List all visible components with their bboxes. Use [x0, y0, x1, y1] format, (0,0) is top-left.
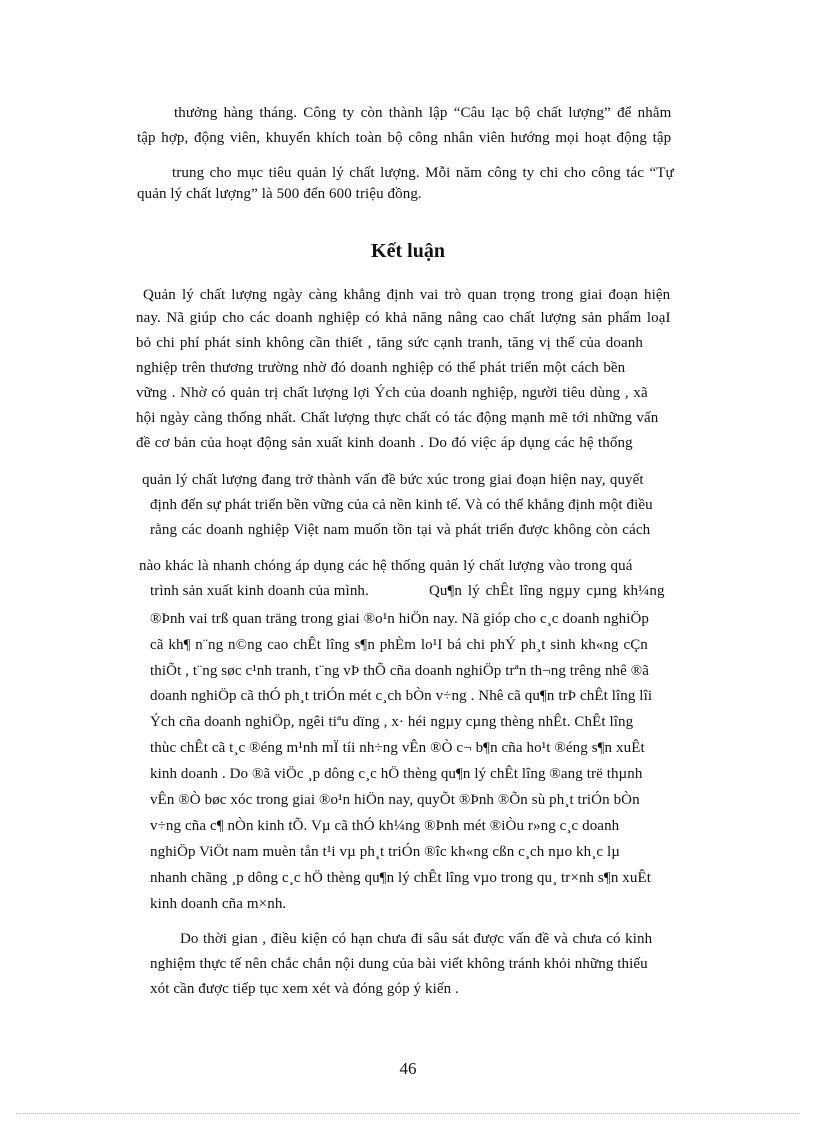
body-line: nhanh chãng ¸p dông c¸c hÖ thèng qu¶n lý chÊt lîng vµo trong qu¸ tr×nh s¶n xuÊt	[150, 870, 652, 886]
body-line: tập hợp, động viên, khuyến khích toàn bộ công nhân viên hướng mọi hoạt động tập	[137, 130, 672, 146]
body-line: ®Þnh vai trß quan träng trong giai ®o¹n hiÖn nay. Nã gióp cho c¸c doanh nghiÖp	[150, 611, 650, 627]
body-line: định đến sự phát triển bền vững của cả nền kinh tế. Và có thể khẳng định một điều	[150, 497, 653, 513]
body-line: quản lý chất lượng đang trở thành vấn đề bức xúc trong giai đoạn hiện nay, quyết	[142, 472, 644, 488]
section-title: Kết luận	[371, 240, 445, 262]
body-line: thiÕt , t¨ng søc c¹nh tranh, t¨ng vÞ thÕ cña doanh nghiÖp trªn th¬ng trêng nhê ®ã	[150, 663, 650, 679]
body-line: thùc chÊt cã t¸c ®éng m¹nh mÏ tíi nh÷ng vÊn ®Ò c¬ b¶n cña ho¹t ®éng s¶n xuÊt	[150, 740, 645, 756]
page-number: 46	[399, 1059, 417, 1078]
body-line: v÷ng cña c¶ nÒn kinh tÕ. Vµ cã thÓ kh¼ng ®Þnh mét ®iÒu r»ng c¸c doanh	[150, 818, 620, 834]
body-line: quản lý chất lượng” là 500 đến 600 triệu đồng.	[137, 186, 422, 202]
body-line: trình sản xuất kinh doanh của mình.	[150, 583, 369, 599]
body-line: xót cần được tiếp tục xem xét và đóng góp ý kiến .	[150, 981, 459, 997]
body-line: Qu¶n lý chÊt lîng ngµy cµng kh¼ng	[429, 583, 665, 599]
body-line: kinh doanh . Do ®ã viÖc ¸p dông c¸c hÖ thèng qu¶n lý chÊt lîng ®ang trë thµnh	[150, 766, 643, 782]
body-line: vÊn ®Ò bøc xóc trong giai ®o¹n hiÖn nay, quyÕt ®Þnh ®Õn sù ph¸t triÓn bÒn	[150, 792, 640, 808]
body-line: kinh doanh cña m×nh.	[150, 896, 287, 912]
body-line: doanh nghiÖp cã thÓ ph¸t triÓn mét c¸ch bÒn v÷ng . Nhê cã qu¶n trÞ chÊt lîng lîi	[150, 688, 653, 704]
body-line: thưởng hàng tháng. Công ty còn thành lập “Câu lạc bộ chất lượng” để nhằm	[174, 105, 672, 121]
body-line: nghiệp trên thương trường nhờ đó doanh nghiệp có thể phát triển một cách bền	[136, 360, 626, 376]
body-line: nghiÖp ViÖt nam muèn tån t¹i vµ ph¸t triÓn ®îc kh«ng cßn c¸ch nµo kh¸c lµ	[150, 844, 620, 860]
body-line: Do thời gian , điều kiện có hạn chưa đi sâu sát được vấn đề và chưa có kinh	[180, 931, 653, 947]
body-line: đề cơ bản của hoạt động sản xuất kinh doanh . Do đó việc áp dụng các hệ thống	[136, 435, 633, 451]
body-line: rằng các doanh nghiệp Việt nam muốn tồn tại và phát triển được không còn cách	[150, 522, 651, 538]
footer-divider	[16, 1113, 800, 1114]
body-line: trung cho mục tiêu quản lý chất lượng. Mỗi năm công ty chi cho công tác “Tự	[172, 165, 674, 181]
body-line: vững . Nhờ có quản trị chất lượng lợi Ých của doanh nghiệp, người tiêu dùng , xã	[136, 385, 648, 401]
body-line: Ých cña doanh nghiÖp, ngêi tiªu dïng , x· héi ngµy cµng thèng nhÊt. ChÊt lîng	[150, 714, 634, 730]
body-line: nay. Nã giúp cho các doanh nghiệp có khả năng nâng cao chất lượng sản phẩm loạI	[136, 310, 671, 326]
body-line: nghiệm thực tế nên chắc chắn nội dung của bài viết không tránh khỏi những thiếu	[150, 956, 648, 972]
body-line: hội ngày càng thống nhất. Chất lượng thực chất có tác động mạnh mẽ tới những vấn	[136, 410, 659, 426]
body-line: bỏ chi phí phát sinh không cần thiết , tăng sức cạnh tranh, tăng vị thế của doanh	[136, 335, 643, 351]
body-line: nào khác là nhanh chóng áp dụng các hệ thống quản lý chất lượng vào trong quá	[139, 558, 633, 574]
body-line: cã kh¶ n¨ng n©ng cao chÊt lîng s¶n phÈm lo¹I bá chi phÝ ph¸t sinh kh«ng cÇn	[150, 637, 648, 653]
body-line: Quản lý chất lượng ngày càng khẳng định vai trò quan trọng trong giai đoạn hiện	[143, 287, 671, 303]
